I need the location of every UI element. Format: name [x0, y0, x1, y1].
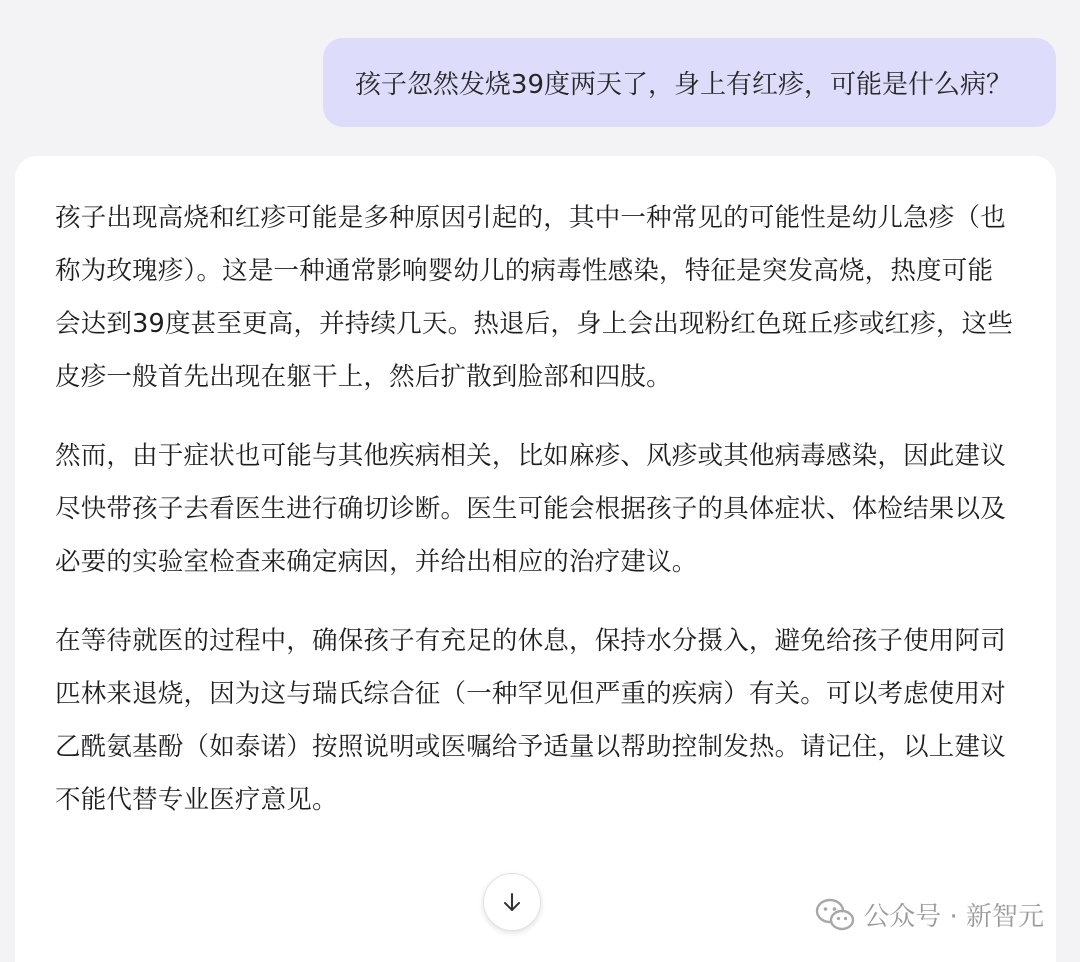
scroll-to-bottom-button[interactable]: [483, 873, 541, 931]
assistant-paragraph-3: 在等待就医的过程中，确保孩子有充足的休息，保持水分摄入，避免给孩子使用阿司匹林来退烧，因为这与瑞氏综合征（一种罕见但严重的疾病）有关。可以考虑使用对乙酰氨基酚（如泰诺）按照说明或医嘱给予适量以帮助控制发热。请记住，以上建议不能代替专业医疗意见。: [55, 626, 1006, 815]
assistant-paragraph-1: 孩子出现高烧和红疹可能是多种原因引起的，其中一种常见的可能性是幼儿急疹（也称为玫瑰疹）。这是一种通常影响婴幼儿的病毒性感染，特征是突发高烧，热度可能会达到39度甚至更高，并持续几天。热退后，身上会出现粉红色斑丘疹或红疹，这些皮疹一般首先出现在躯干上，然后扩散到脸部和四肢。: [55, 203, 1014, 392]
wechat-icon: [815, 898, 855, 932]
watermark-text: 公众号 · 新智元: [863, 902, 1044, 932]
assistant-message-card: [15, 156, 1056, 962]
arrow-down-icon: [500, 890, 524, 914]
user-message-text: 孩子忽然发烧39度两天了，身上有红疹，可能是什么病？: [354, 70, 1012, 100]
user-message-bubble: [323, 38, 1056, 127]
assistant-paragraph-2: 然而，由于症状也可能与其他疾病相关，比如麻疹、风疹或其他病毒感染，因此建议尽快带孩子去看医生进行确切诊断。医生可能会根据孩子的具体症状、体检结果以及必要的实验室检查来确定病因，并给出相应的治疗建议。: [55, 441, 1006, 577]
watermark: [815, 896, 1044, 933]
